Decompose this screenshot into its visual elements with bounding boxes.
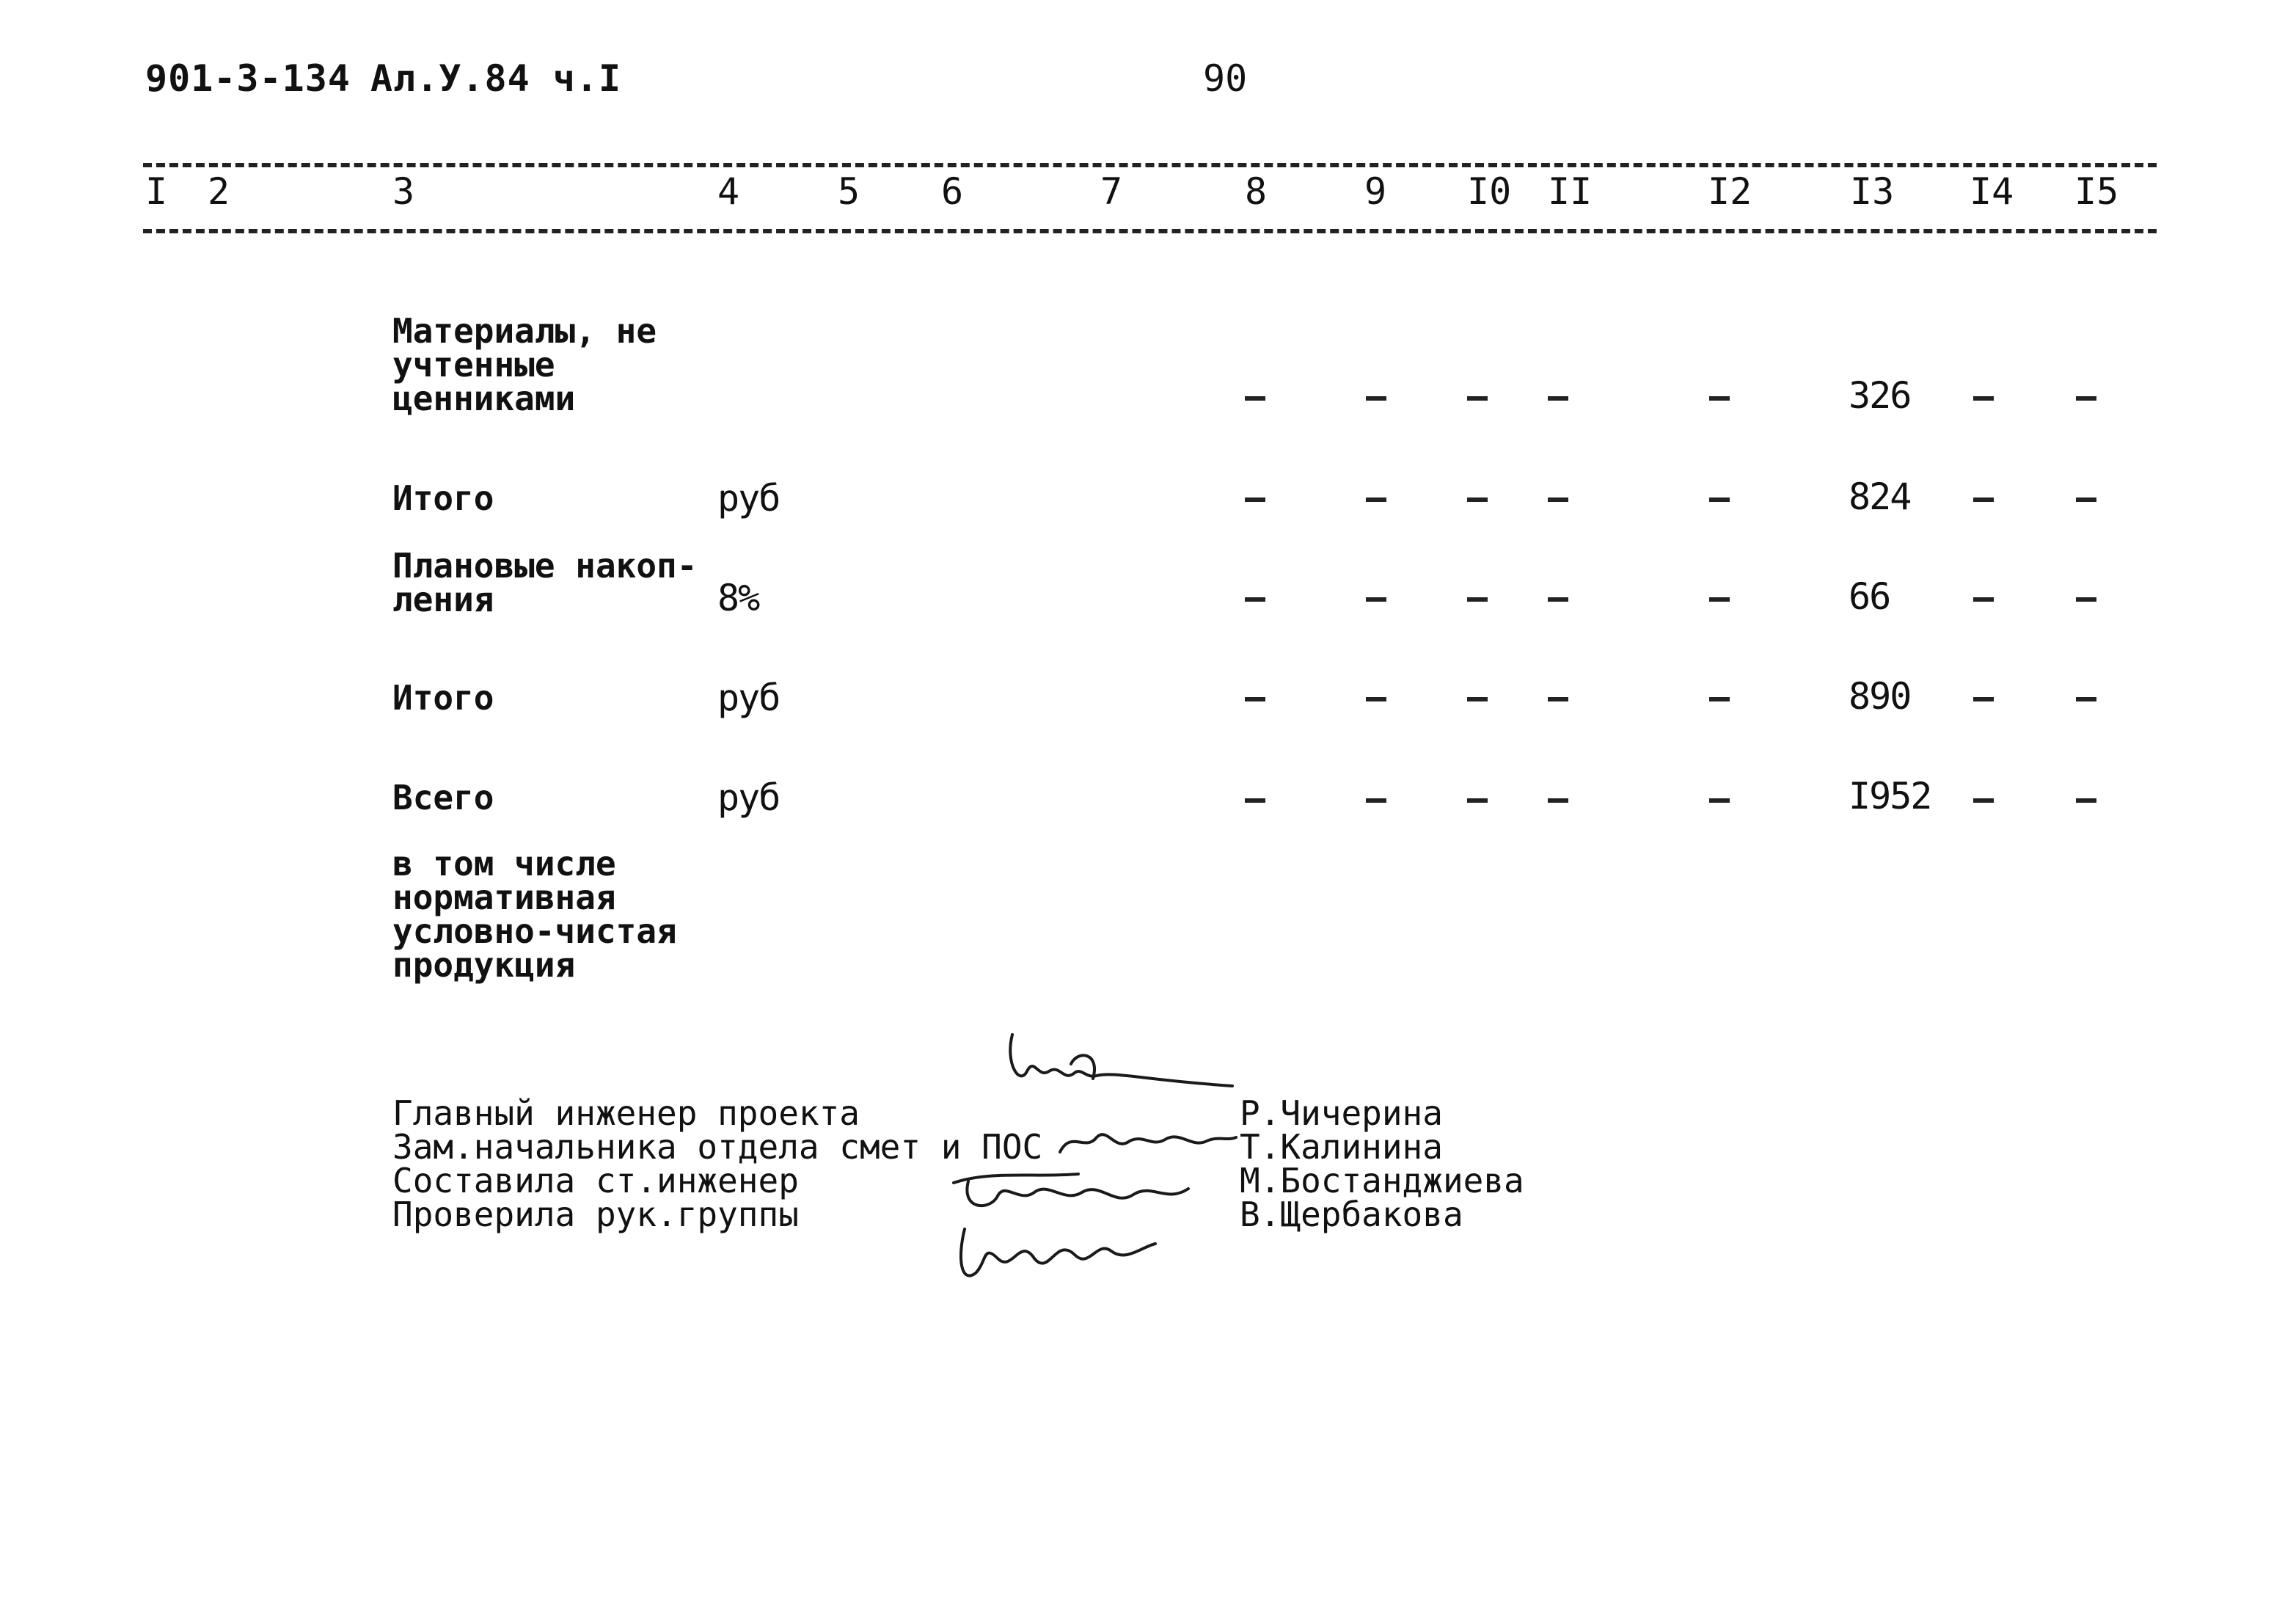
empty-cell-dash — [1548, 697, 1568, 701]
column-number: I3 — [1850, 170, 1895, 213]
header-rule-bottom — [143, 229, 2157, 233]
row-unit: руб — [717, 776, 780, 819]
row-label: Итого — [392, 478, 494, 518]
signature-role: Главный инженер проекта — [392, 1093, 860, 1133]
empty-cell-dash — [1467, 497, 1488, 502]
empty-cell-dash — [1973, 497, 1994, 502]
column-number: 4 — [717, 170, 740, 213]
signature-role: Проверила рук.группы — [392, 1195, 799, 1234]
handwritten-signature-4 — [954, 1214, 1174, 1288]
empty-cell-dash — [1245, 497, 1265, 502]
signature-roles — [392, 1093, 1043, 1234]
empty-cell-dash — [2076, 798, 2096, 803]
page-number: 90 — [1203, 57, 1248, 100]
column-number: 2 — [208, 170, 230, 213]
signature-role: Составила ст.инженер — [392, 1161, 799, 1200]
column-number: 5 — [838, 170, 860, 213]
column-number: I2 — [1708, 170, 1752, 213]
handwritten-signature-1 — [998, 1027, 1240, 1115]
row-value-col13: I952 — [1849, 775, 1931, 817]
empty-cell-dash — [1467, 697, 1488, 701]
signature-names — [1240, 1093, 1524, 1234]
empty-cell-dash — [2076, 697, 2096, 701]
signature-role: Зам.начальника отдела смет и ПОС — [392, 1127, 1043, 1167]
row-label: Всего — [392, 778, 494, 817]
column-number: 6 — [941, 170, 964, 213]
empty-cell-dash — [1709, 697, 1730, 701]
empty-cell-dash — [1467, 597, 1488, 602]
header-rule-top — [143, 163, 2157, 167]
empty-cell-dash — [1973, 396, 1994, 401]
column-number: 9 — [1364, 170, 1387, 213]
row-label: Итого — [392, 678, 494, 718]
empty-cell-dash — [1548, 497, 1568, 502]
empty-cell-dash — [1973, 597, 1994, 602]
column-number: 3 — [392, 170, 415, 213]
row-value-col13: 326 — [1849, 374, 1911, 417]
signatory-name: М.Бостанджиева — [1240, 1161, 1524, 1200]
row-unit: руб — [717, 677, 780, 719]
empty-cell-dash — [1709, 597, 1730, 602]
empty-cell-dash — [1548, 798, 1568, 803]
row-value-col13: 66 — [1849, 575, 1890, 618]
empty-cell-dash — [1366, 597, 1386, 602]
signatory-name: Т.Калинина — [1240, 1127, 1443, 1167]
column-number: 8 — [1245, 170, 1268, 213]
signatory-name: Р.Чичерина — [1240, 1093, 1443, 1133]
empty-cell-dash — [1548, 396, 1568, 401]
row-value-col13: 824 — [1849, 475, 1911, 518]
empty-cell-dash — [1709, 396, 1730, 401]
row-unit: 8% — [717, 577, 759, 619]
empty-cell-dash — [1709, 798, 1730, 803]
row-value-col13: 890 — [1849, 675, 1911, 718]
column-number: I4 — [1970, 170, 2014, 213]
column-number: 7 — [1100, 170, 1123, 213]
column-number: I5 — [2074, 170, 2119, 213]
row-unit: руб — [717, 477, 780, 520]
column-number: I0 — [1467, 170, 1512, 213]
empty-cell-dash — [1366, 396, 1386, 401]
empty-cell-dash — [1709, 497, 1730, 502]
empty-cell-dash — [1548, 597, 1568, 602]
note-block: в том числе нормативная условно-чистая продукция — [392, 844, 677, 985]
empty-cell-dash — [1467, 798, 1488, 803]
empty-cell-dash — [1366, 798, 1386, 803]
column-number: I — [145, 170, 168, 213]
empty-cell-dash — [1245, 396, 1265, 401]
signatory-name: В.Щербакова — [1240, 1195, 1463, 1234]
row-label: Плановые накоп- ления — [392, 546, 698, 619]
empty-cell-dash — [2076, 497, 2096, 502]
empty-cell-dash — [1245, 697, 1265, 701]
empty-cell-dash — [2076, 597, 2096, 602]
empty-cell-dash — [1973, 798, 1994, 803]
column-number: II — [1548, 170, 1593, 213]
handwritten-signature-2 — [1056, 1123, 1240, 1159]
empty-cell-dash — [1245, 798, 1265, 803]
document-code: 901-3-134 — [145, 57, 351, 100]
empty-cell-dash — [1467, 396, 1488, 401]
album-reference: Ал.У.84 ч.I — [370, 57, 622, 100]
empty-cell-dash — [1366, 697, 1386, 701]
row-label: Материалы, не учтенные ценниками — [392, 311, 657, 418]
empty-cell-dash — [1245, 597, 1265, 602]
empty-cell-dash — [2076, 396, 2096, 401]
empty-cell-dash — [1366, 497, 1386, 502]
empty-cell-dash — [1973, 697, 1994, 701]
